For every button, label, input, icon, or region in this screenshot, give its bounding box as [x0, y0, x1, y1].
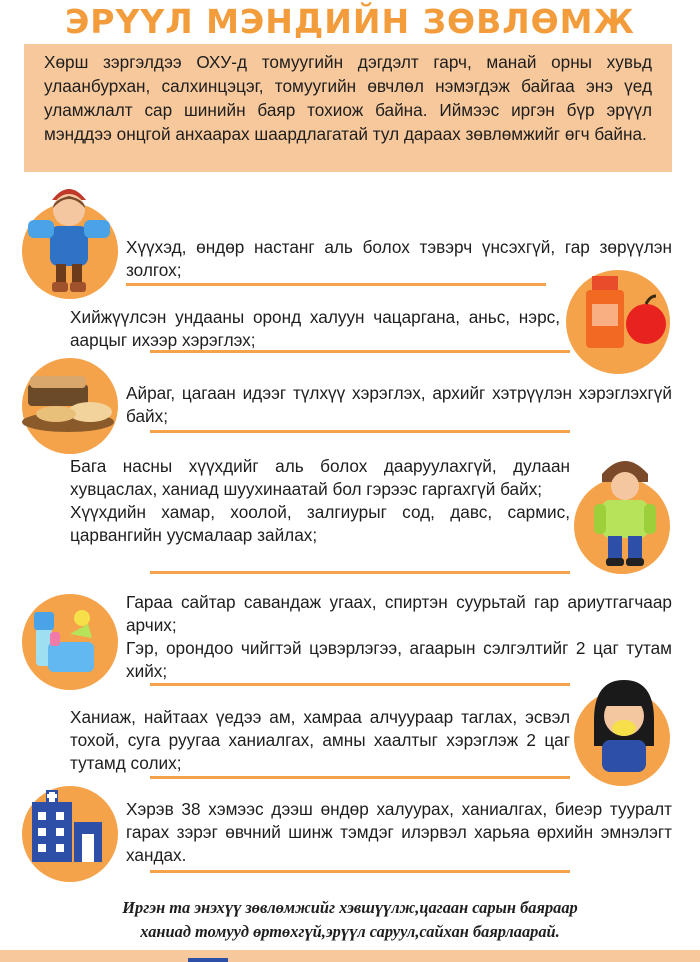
- tip-4-text-1: Бага насны хүүхдийг аль болох дааруулахгүй, дулаан хувцаслах, ханиад шуухинаатай бол гэрээс гаргахгүй байх;: [70, 456, 570, 499]
- sneezing-girl-icon: [582, 676, 666, 776]
- tip-7-text: Хэрэв 38 хэмээс дээш өндөр халуурах, ханиалгах, биеэр тууралт гарах зэрэг өвчний шинж тэмдэг илэрвэл харьяа өрхийн эмнэлэгт хандах.: [126, 799, 672, 865]
- tip-4: [70, 455, 570, 547]
- tip-4-text-2: Хүүхдийн хамар, хоолой, залгиурыг сод, давс, сармис, царвангийн уусмалаар зайлах;: [70, 502, 570, 545]
- tip-4-rule: [150, 571, 570, 574]
- dairy-food-icon: [18, 368, 118, 434]
- closing-line-2: ханиад томууд өртөхгүй,эрүүл саруул,сайхан баярлаарай.: [140, 922, 560, 941]
- tip-6: [70, 706, 570, 775]
- cleaning-supplies-icon: [22, 598, 106, 682]
- tip-2-text: Хийжүүлсэн ундааны оронд халуун чацаргана, аньс, нэрс, аарцыг ихээр хэрэглэх;: [70, 307, 560, 350]
- closing-line-1: Иргэн та энэхүү зөвлөмжийг хэвшүүлж,цагаан сарын баяраар: [122, 898, 578, 917]
- tip-5: [126, 591, 672, 683]
- tip-2-rule: [150, 350, 570, 353]
- tip-7-rule: [150, 870, 570, 873]
- tip-5-text-2: Гэр, орондоо чийгтэй цэвэрлэгээ, агаарын сэлгэлтийг 2 цаг тутам хийх;: [126, 638, 672, 681]
- tip-1-rule: [126, 283, 546, 286]
- child-in-deel-icon: [24, 180, 114, 298]
- tip-6-text: Ханиаж, найтаах үедээ ам, хамраа алчуураар таглах, эсвэл тохой, суга руугаа ханиалгах, амны хаалтыг хэрэглэж 2 цаг тутамд солих;: [70, 707, 570, 773]
- tip-6-rule: [150, 776, 570, 779]
- closing-message: [40, 896, 660, 944]
- tip-3: [126, 382, 672, 428]
- page-title: ЭРҮҮЛ МЭНДИЙН ЗӨВЛӨМЖ: [65, 2, 635, 41]
- tip-2: [70, 306, 560, 352]
- bottom-band: [0, 950, 700, 962]
- juice-and-apple-icon: [580, 264, 670, 352]
- child-in-winter-clothes-icon: [588, 448, 662, 568]
- hospital-icon: [28, 788, 106, 864]
- tip-1-text: Хүүхэд, өндөр настанг аль болох тэвэрч үнсэхгүй, гар зөрүүлэн золгох;: [126, 237, 672, 280]
- tip-7: [126, 798, 672, 867]
- tip-3-text: Айраг, цагаан идээг түлхүү хэрэглэх, архийг хэтрүүлэн хэрэглэхгүй байх;: [126, 383, 672, 426]
- intro-box: Хөрш зэргэлдээ ОХУ-д томуугийн дэгдэлт гарч, манай орны хувьд улаанбурхан, салхинцэцэг, томуугийн өвчлөл нэмэгдэж байгаа энэ үед уламжлалт сар шинийн баяр тохиож байна. Иймээс иргэн бүр эрүүл мэнддээ онцгой анхаарах шаардлагатай тул дараах зөвлөмжийг өгч байна.: [24, 44, 672, 172]
- tip-3-rule: [150, 430, 570, 433]
- bottom-blue-mark: [188, 958, 228, 962]
- tip-5-text-1: Гараа сайтар савандаж угаах, спиртэн суурьтай гар ариутгагчаар арчих;: [126, 592, 672, 635]
- tip-5-rule: [150, 683, 570, 686]
